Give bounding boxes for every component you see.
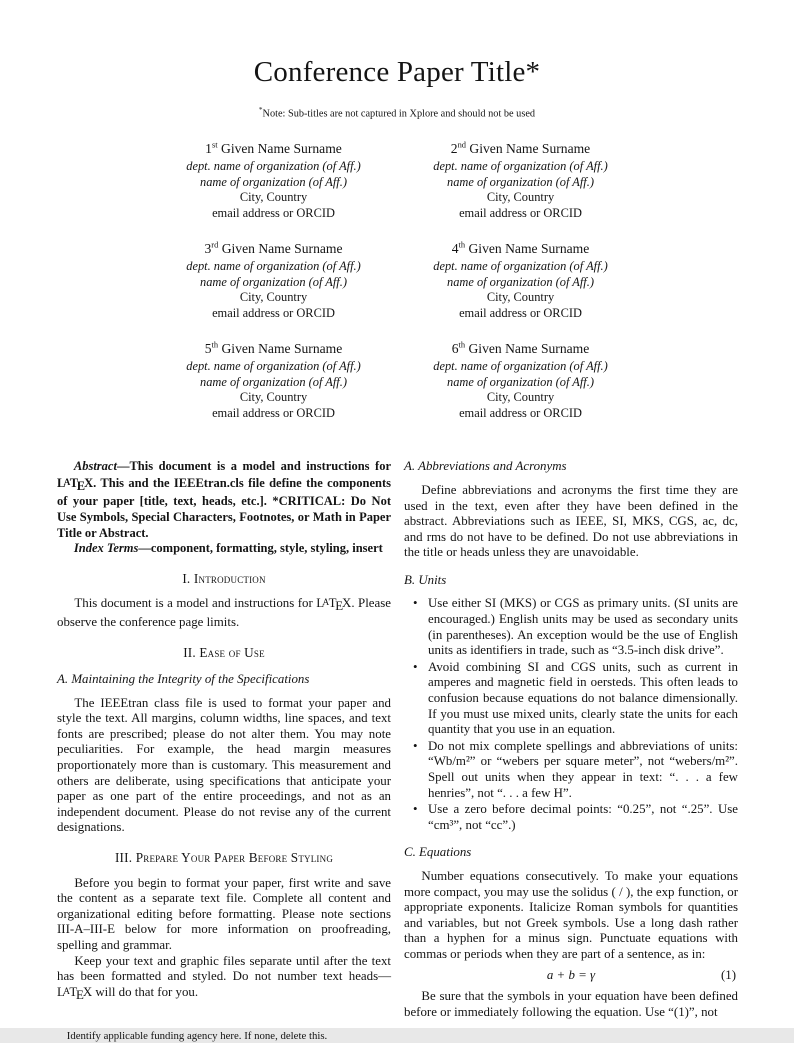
- integrity-paragraph: The IEEEtran class file is used to format your paper and style the text. All margins, column widths, line spaces, and text fonts are prescribed; please do not alter them. You may note peculiarities. For example, the head margin measures proportionately more than is customary. This measurement and others are deliberate, using specifications that anticipate your paper as one part of the entire proceedings, and not as an independent document. Please do not revise any of the current designations.: [57, 695, 391, 835]
- equation: [404, 968, 738, 984]
- author-block-2: [404, 141, 637, 221]
- section-heading-prepare: III. Prepare Your Paper Before Styling: [114, 850, 334, 866]
- author-name-text: Given Name Surname: [221, 341, 343, 357]
- equations-paragraph-1: Number equations consecutively. To make your equations more compact, you may use the solidus ( / ), the exp function, or appropriate exponents. Italicize Roman symbols for quantities and variables, but not Greek symbols. Use a long dash rather than a hyphen for a minus sign. Punctuate equations with commas or periods when they are part of a sentence, as in:: [404, 868, 738, 961]
- author-ordinal-suffix: rd: [211, 239, 219, 250]
- author-dept: dept. name of organization (of Aff.): [186, 258, 361, 273]
- latex-logo: LATEX: [57, 475, 94, 493]
- units-bullet-2: • Avoid combining SI and CGS units, such as current in amperes and magnetic field in oersteds. This often leads to confusion because equations do not balance dimensionally. If you must use mixed units, clearly state the units for each quantity that you use in an equation.: [410, 660, 738, 738]
- subsection-heading-abbreviations: A. Abbreviations and Acronyms: [404, 459, 567, 474]
- body-columns: [0, 441, 794, 1043]
- author-dept: dept. name of organization (of Aff.): [186, 358, 361, 373]
- author-ordinal: 2: [450, 141, 458, 157]
- left-column: [57, 459, 391, 1043]
- author-email: email address or ORCID: [459, 405, 582, 420]
- equation-body: a + b = γ: [546, 967, 596, 982]
- prepare-paragraph-1: Before you begin to format your paper, first write and save the content as a separate text file. Complete all content and organizational editing before formatting. Please note sections III-A–III-E below for more information on proofreading, spelling and grammar.: [57, 875, 391, 952]
- subsection-heading-units: B. Units: [404, 572, 447, 587]
- author-ordinal-suffix: th: [458, 239, 466, 250]
- author-email: email address or ORCID: [459, 305, 582, 320]
- author-ordinal: 4: [451, 241, 459, 257]
- prepare-paragraph-2: Keep your text and graphic files separate until after the text has been formatted and styled. Do not number text heads—LATEX will do that for you.: [57, 953, 391, 1002]
- author-city: City, Country: [486, 190, 555, 205]
- author-name: [157, 141, 390, 157]
- author-city: City, Country: [239, 290, 308, 305]
- abstract-label: Abstract: [73, 459, 117, 474]
- abstract-text: —This document is a model and instructions for LATEX. This and the IEEEtran.cls file define the components of your paper [title, text, heads, etc.]. *CRITICAL: Do Not Use Symbols, Special Characters, Footnotes, or Math in Paper Title or Abstract.: [57, 459, 391, 540]
- author-ordinal-suffix: th: [211, 339, 219, 350]
- author-email: email address or ORCID: [212, 205, 335, 220]
- equation-number: (1): [720, 967, 736, 982]
- author-ordinal: 3: [204, 241, 212, 257]
- author-name-text: Given Name Surname: [468, 341, 590, 357]
- author-name: [404, 241, 637, 257]
- author-name: [157, 241, 390, 257]
- index-terms-label: Index Terms: [73, 541, 139, 556]
- abstract-paragraph: [57, 459, 391, 541]
- author-email: email address or ORCID: [212, 305, 335, 320]
- units-bullet-4: • Use a zero before decimal points: “0.25”, not “.25”. Use “cm³”, not “cc”.): [410, 802, 738, 833]
- author-name-text: Given Name Surname: [221, 141, 342, 157]
- author-name: [157, 341, 390, 357]
- section-heading-introduction: I. Introduction: [182, 570, 266, 586]
- author-dept: dept. name of organization (of Aff.): [433, 159, 608, 174]
- author-name-text: Given Name Surname: [468, 241, 590, 257]
- author-block-4: [404, 241, 637, 321]
- units-bullet-1: • Use either SI (MKS) or CGS as primary units. (SI units are encouraged.) English units may be used as secondary units (in parentheses). An exception would be the use of English units as identifiers in trade, such as “3.5-inch disk drive”.: [410, 596, 738, 658]
- author-org: name of organization (of Aff.): [447, 274, 594, 289]
- units-bullet-3: • Do not mix complete spellings and abbreviations of units: “Wb/m²” or “webers per square meter”, not “webers/m²”. Spell out units when they appear in text: “. . . a few henries”, not “. . . a few H”.: [410, 739, 738, 801]
- subsection-heading-integrity: A. Maintaining the Integrity of the Specifications: [57, 672, 310, 687]
- author-dept: dept. name of organization (of Aff.): [186, 159, 361, 174]
- author-dept: dept. name of organization (of Aff.): [433, 358, 608, 373]
- index-terms-text: —component, formatting, style, styling, insert: [138, 541, 383, 556]
- author-name-text: Given Name Surname: [221, 241, 343, 257]
- author-dept: dept. name of organization (of Aff.): [433, 258, 608, 273]
- author-org: name of organization (of Aff.): [447, 174, 594, 189]
- index-terms-paragraph: [57, 541, 391, 557]
- subsection-heading-equations: C. Equations: [404, 845, 472, 860]
- author-name: [404, 341, 637, 357]
- latex-logo: LATEX: [57, 984, 93, 1002]
- author-city: City, Country: [486, 390, 555, 405]
- author-org: name of organization (of Aff.): [200, 274, 347, 289]
- funding-footnote: Identify applicable funding agency here. If none, delete this.: [66, 1030, 328, 1043]
- author-ordinal-suffix: nd: [457, 139, 466, 150]
- section-heading-ease-of-use: II. Ease of Use: [183, 644, 265, 660]
- author-name: [404, 141, 637, 157]
- latex-logo: LATEX: [316, 596, 352, 614]
- right-column: [404, 459, 738, 1043]
- author-grid: [30, 141, 764, 441]
- footnote-marker: *: [258, 106, 263, 114]
- author-name-text: Given Name Surname: [469, 141, 591, 157]
- author-org: name of organization (of Aff.): [200, 374, 347, 389]
- author-block-1: [157, 141, 390, 221]
- page-title: Conference Paper Title*: [253, 56, 541, 88]
- author-email: email address or ORCID: [212, 405, 335, 420]
- author-block-6: [404, 341, 637, 421]
- paper-header: [0, 0, 794, 119]
- author-ordinal-suffix: th: [458, 339, 466, 350]
- author-org: name of organization (of Aff.): [200, 174, 347, 189]
- author-block-3: [157, 241, 390, 321]
- author-block-5: [157, 341, 390, 421]
- author-city: City, Country: [239, 390, 308, 405]
- abbreviations-paragraph: Define abbreviations and acronyms the first time they are used in the text, even after they have been defined in the abstract. Abbreviations such as IEEE, SI, MKS, CGS, ac, dc, and rms do not have to be defined. Do not use abbreviations in the title or heads unless they are unavoidable.: [404, 482, 738, 560]
- introduction-paragraph: This document is a model and instructions for LATEX. Please observe the conference page limits.: [57, 596, 391, 629]
- author-ordinal: 6: [451, 341, 459, 357]
- author-city: City, Country: [486, 290, 555, 305]
- author-org: name of organization (of Aff.): [447, 374, 594, 389]
- footnote-text: Note: Sub-titles are not captured in Xplore and should not be used: [262, 108, 536, 120]
- author-ordinal: 1: [205, 141, 212, 157]
- author-city: City, Country: [239, 190, 308, 205]
- author-email: email address or ORCID: [459, 205, 582, 220]
- equations-paragraph-2: Be sure that the symbols in your equation have been defined before or immediately following the equation. Use “(1)”, not: [404, 989, 738, 1019]
- units-bullet-list: [404, 596, 738, 833]
- title-footnote: [0, 106, 794, 119]
- author-ordinal-suffix: st: [211, 139, 218, 150]
- author-ordinal: 5: [204, 341, 212, 357]
